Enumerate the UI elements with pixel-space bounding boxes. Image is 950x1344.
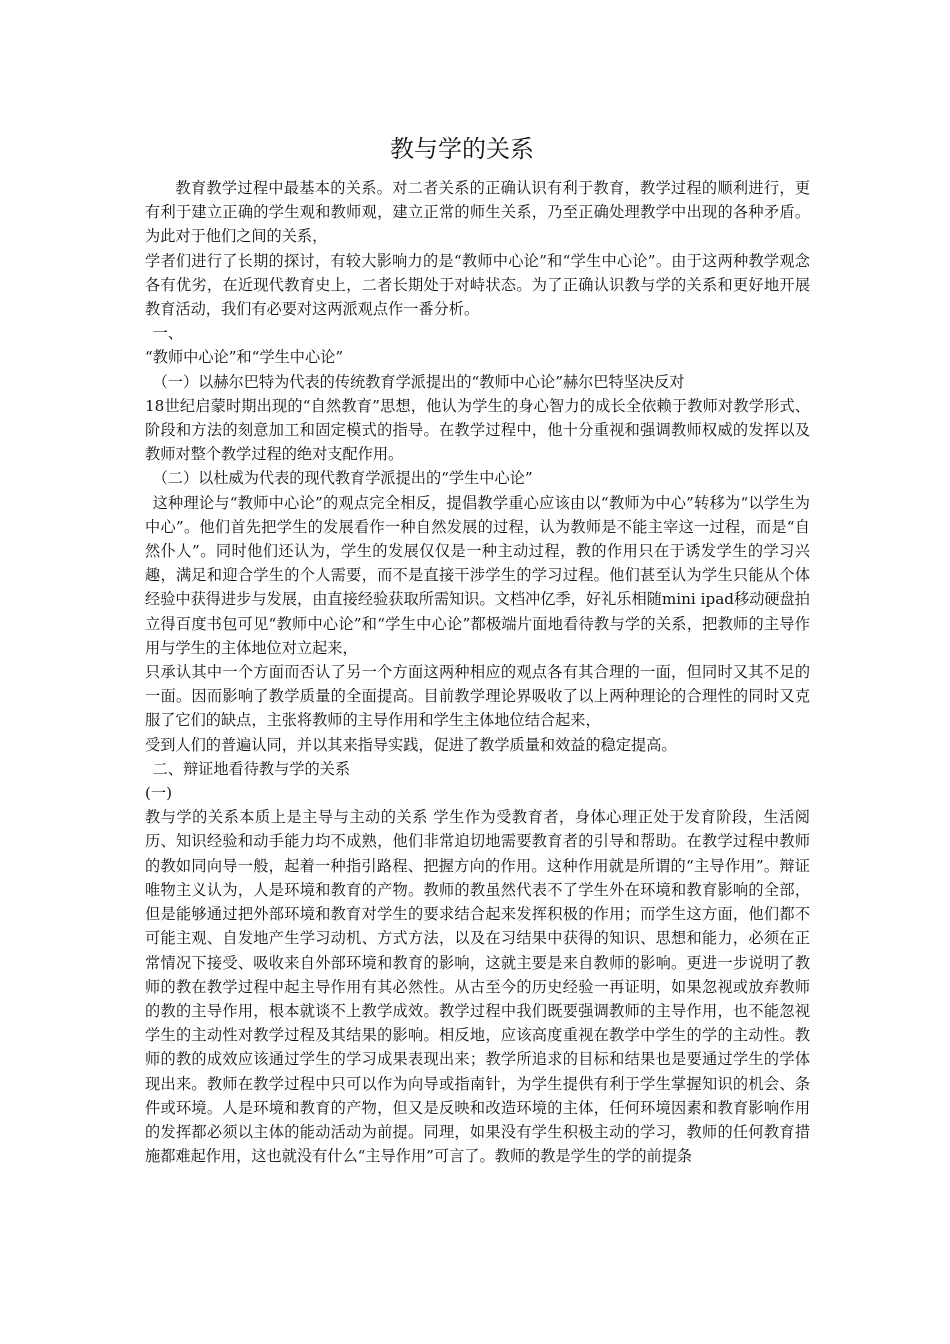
section-two-heading: 二、辩证地看待教与学的关系 bbox=[152, 759, 351, 778]
paragraph-dialectic: 教与学的关系本质上是主导与主动的关系 学生作为受教育者，身体心理正处于发育阶段，生活阅历、知识经验和动手能力均不成熟，他们非常迫切地需要教育者的引导和帮助。在教学过程中教师的教如同向导一般，起着一种指引路程、把握方向的作用。这种作用就是所谓的“主导作用”。辩证唯物主义认为，人是环境和教育的产物。教师的教虽然代表不了学生外在环境和教育影响的全部，但是能够通过把外部环境和教育对学生的要求结合起来发挥积极的作用；而学生这方面，他们都不可能主观、自发地产生学习动机、方式方法，以及在习结果中获得的知识、思想和能力，必须在正常情况下接受、吸收来自外部环境和教育的影响，这就主要是来自教师的影响。更进一步说明了教师的教在教学过程中起主导作用有其必然性。从古至今的历史经验一再证明，如果忽视或放弃教师的教的主导作用，根本就谈不上教学成效。教学过程中我们既要强调教师的主导作用，也不能忽视学生的主动性对教学过程及其结果的影响。相反地，应该高度重视在教学中学生的学的主动性。教师的教的成效应该通过学生的学习成果表现出来；教学所追求的目标和结果也是要通过学生的学体现出来。教师在教学过程中只可以作为向导或指南针，为学生提供有利于学生掌握知识的机会、条件或环境。人是环境和教育的产物，但又是反映和改造环境的主体，任何环境因素和教育影响作用的发挥都必须以主体的能动活动为前提。同理，如果没有学生积极主动的学习，教师的任何教育措施都难起作用，这也就没有什么“主导作用”可言了。教师的教是学生的学的前提条 bbox=[145, 808, 810, 1166]
paragraph-intro-continued: 学者们进行了长期的探讨，有较大影响力的是“教师中心论”和“学生中心论”。由于这两种教学观念各有优劣，在近现代教育史上，二者长期处于对峙状态。为了正确认识教与学的关系和更好地开展教育活动，我们有必要对这两派观点作一番分析。 bbox=[145, 251, 810, 319]
subsection-dewey-heading: （二）以杜威为代表的现代教育学派提出的“学生中心论” bbox=[152, 469, 533, 488]
paragraph-dewey: 这种理论与“教师中心论”的观点完全相反，提倡教学重心应该由以“教师为中心”转移为“以学生为中心”。他们首先把学生的发展看作一种自然发展的过程，认为教师是不能主宰这一过程，而是“自然仆人”。同时他们还认为，学生的发展仅仅是一种主动过程，教的作用只在于诱发学生的学习兴趣，满足和迎合学生的个人需要，而不是直接干涉学生的学习过程。他们甚至认为学生只能从个体经验中获得进步与发展，由直接经验获取所需知识。文档冲亿季，好礼乐相随mini ipad移动硬盘拍立得百度书包可见“教师中心论”和“学生中心论”都极端片面地看待教与学的关系，把教师的主导作用与学生的主体地位对立起来， bbox=[145, 493, 810, 657]
paragraph-herbart: 18世纪启蒙时期出现的“自然教育”思想，他认为学生的身心智力的成长全依赖于教师对教学形式、阶段和方法的刻意加工和固定模式的指导。在教学过程中，他十分重视和强调教师权威的发挥以及教师对整个教学过程的绝对支配作用。 bbox=[145, 396, 810, 464]
section-one-number: 一、 bbox=[152, 324, 183, 343]
paragraph-synthesis: 只承认其中一个方面而否认了另一个方面这两种相应的观点各有其合理的一面，但同时又其不足的一面。因而影响了教学质量的全面提高。目前教学理论界吸收了以上两种理论的合理性的同时又克服了它们的缺点，主张将教师的主导作用和学生主体地位结合起来， bbox=[145, 663, 810, 730]
section-one-heading: “教师中心论”和“学生中心论” bbox=[145, 348, 344, 367]
paragraph-intro: 教育教学过程中最基本的关系。对二者关系的正确认识有利于教育，教学过程的顺利进行，更有利于建立正确的学生观和教师观，建立正常的师生关系，乃至正确处理教学中出现的各种矛盾。为此对于他们之间的关系， bbox=[145, 179, 810, 246]
subsection-two-one-number: (一) bbox=[145, 784, 173, 803]
subsection-herbart-heading: （一）以赫尔巴特为代表的传统教育学派提出的“教师中心论”赫尔巴特坚决反对 bbox=[152, 372, 685, 391]
paragraph-recognition: 受到人们的普遍认同，并以其来指导实践，促进了教学质量和效益的稳定提高。 bbox=[145, 735, 677, 754]
document-title: 教与学的关系 bbox=[390, 135, 534, 163]
document-body bbox=[145, 176, 810, 1168]
